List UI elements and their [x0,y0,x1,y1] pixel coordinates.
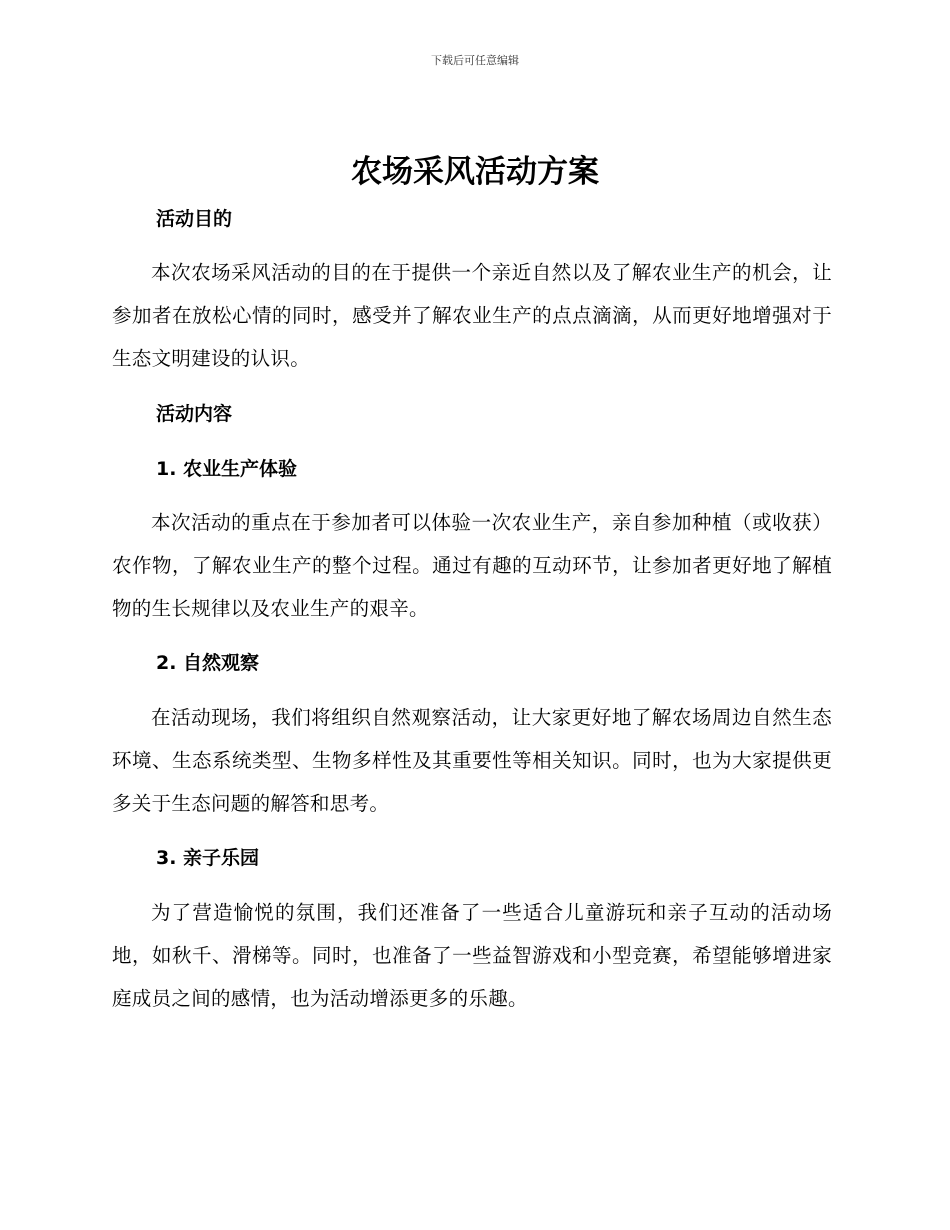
section-heading-family-park: 3. 亲子乐园 [156,847,260,869]
section-heading-purpose: 活动目的 [156,208,233,230]
section-paragraph-purpose: 本次农场采风活动的目的在于提供一个亲近自然以及了解农业生产的机会，让参加者在放松心情的同时，感受并了解农业生产的点点滴滴，从而更好地增强对于生态文明建设的认识。 [112,261,832,370]
section-heading-nature-observation: 2. 自然观察 [156,652,260,674]
document-title: 农场采风活动方案 [351,154,599,190]
section-heading-content: 活动内容 [156,403,233,425]
section-paragraph-nature-observation: 在活动现场，我们将组织自然观察活动，让大家更好地了解农场周边自然生态环境、生态系统类型、生物多样性及其重要性等相关知识。同时，也为大家提供更多关于生态问题的解答和思考。 [112,706,832,815]
section-paragraph-family-park: 为了营造愉悦的氛围，我们还准备了一些适合儿童游玩和亲子互动的活动场地，如秋千、滑梯等。同时，也准备了一些益智游戏和小型竞赛，希望能够增进家庭成员之间的感情，也为活动增添更多的乐趣。 [112,901,832,1010]
section-paragraph-farming-experience: 本次活动的重点在于参加者可以体验一次农业生产，亲自参加种植（或收获）农作物，了解农业生产的整个过程。通过有趣的互动环节，让参加者更好地了解植物的生长规律以及农业生产的艰辛。 [112,511,832,620]
page-header-note: 下载后可任意编辑 [431,54,519,67]
section-heading-farming-experience: 1. 农业生产体验 [156,458,298,480]
